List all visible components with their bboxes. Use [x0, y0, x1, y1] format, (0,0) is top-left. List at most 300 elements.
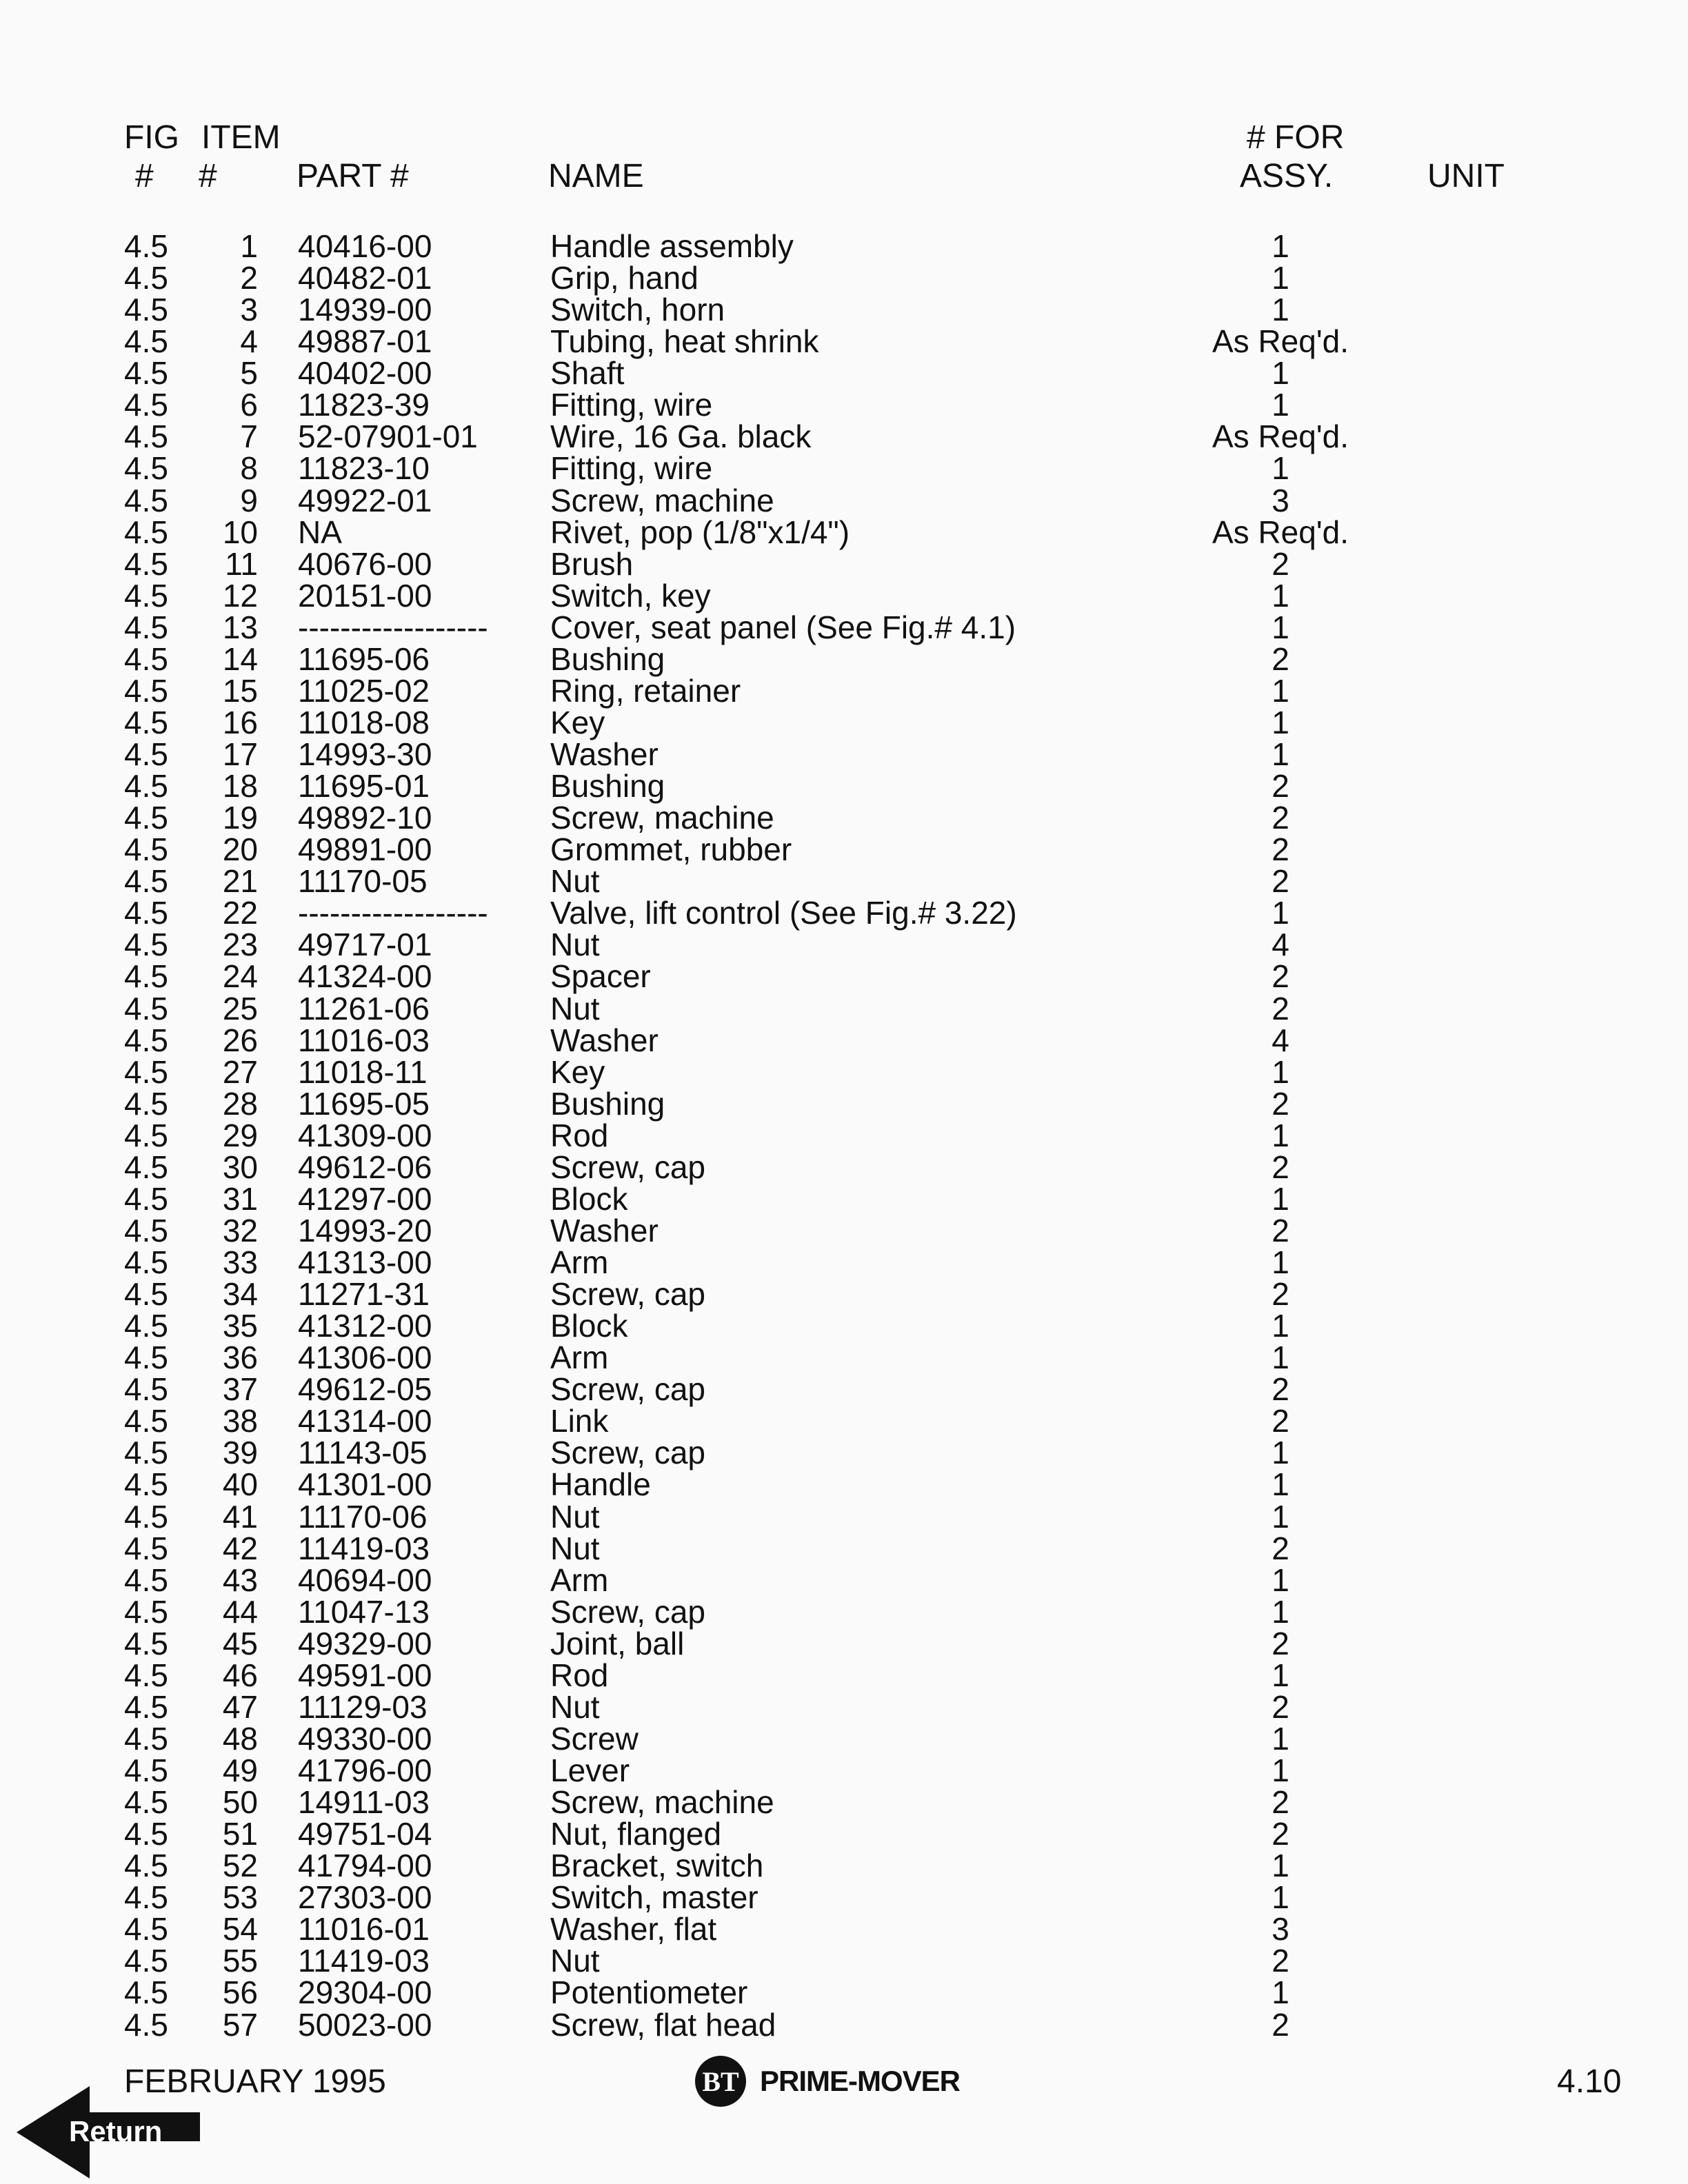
part-name: Key — [550, 1053, 605, 1090]
header-assy: ASSY. — [1240, 158, 1334, 194]
table-row — [0, 1593, 1688, 1630]
part-number: 11261-06 — [298, 990, 430, 1027]
part-number: 11170-06 — [298, 1498, 428, 1535]
fig-number: 4.5 — [124, 1085, 168, 1122]
part-name: Tubing, heat shrink — [550, 323, 819, 360]
part-name: Brush — [550, 545, 634, 582]
part-name: Key — [550, 704, 605, 740]
part-number: 49612-06 — [298, 1149, 432, 1185]
item-number: 22 — [222, 895, 258, 931]
item-number: 56 — [222, 1974, 258, 2011]
fig-number: 4.5 — [124, 1561, 168, 1598]
part-name: Ring, retainer — [550, 672, 741, 709]
part-number: 11016-03 — [298, 1022, 430, 1058]
item-number: 23 — [222, 927, 258, 963]
part-number: 40694-00 — [298, 1561, 432, 1598]
parts-table — [0, 230, 1688, 2041]
part-number: NA — [298, 514, 342, 550]
table-row — [0, 516, 1688, 548]
header-part-number: PART # — [297, 158, 409, 194]
fig-number: 4.5 — [124, 704, 168, 740]
quantity: 3 — [1272, 482, 1289, 518]
quantity: 1 — [1272, 450, 1289, 487]
part-number: 40416-00 — [298, 228, 432, 264]
item-number: 44 — [222, 1593, 258, 1630]
part-name: Nut — [550, 1688, 600, 1725]
quantity: 3 — [1272, 1911, 1289, 1948]
part-number: 41314-00 — [298, 1403, 432, 1439]
table-row — [0, 1024, 1688, 1056]
quantity: 2 — [1272, 1816, 1289, 1852]
table-row — [0, 1625, 1688, 1661]
part-name: Rod — [550, 1117, 609, 1153]
part-name: Bushing — [550, 768, 665, 805]
quantity: 2 — [1272, 800, 1289, 836]
table-row — [0, 2006, 1688, 2043]
header-item: ITEM — [201, 119, 281, 156]
quantity: 1 — [1272, 1117, 1289, 1153]
fig-number: 4.5 — [124, 1180, 168, 1217]
item-number: 27 — [222, 1053, 258, 1090]
part-name: Arm — [550, 1339, 609, 1376]
table-row — [0, 1784, 1688, 1821]
part-name: Nut — [550, 863, 600, 900]
part-name: Screw, machine — [550, 482, 774, 518]
fig-number: 4.5 — [124, 1149, 168, 1185]
quantity: 1 — [1272, 672, 1289, 709]
item-number: 37 — [222, 1371, 258, 1408]
table-row — [0, 672, 1688, 709]
quantity: 2 — [1272, 1276, 1289, 1313]
table-row — [0, 1530, 1688, 1566]
fig-number: 4.5 — [124, 450, 168, 487]
part-name: Cover, seat panel (See Fig.# 4.1) — [550, 609, 1016, 645]
part-number: 41306-00 — [298, 1339, 432, 1376]
fig-number: 4.5 — [124, 831, 168, 868]
part-number: 49892-10 — [298, 800, 432, 836]
part-name: Screw, cap — [550, 1149, 705, 1185]
fig-number: 4.5 — [124, 609, 168, 645]
part-number: 11047-13 — [298, 1593, 430, 1630]
item-number: 8 — [240, 450, 258, 487]
quantity: 1 — [1272, 1720, 1289, 1757]
quantity: 2 — [1272, 1403, 1289, 1439]
table-row — [0, 482, 1688, 518]
table-row — [0, 1659, 1688, 1691]
quantity: 1 — [1272, 260, 1289, 296]
item-number: 20 — [222, 831, 258, 868]
quantity: 1 — [1272, 355, 1289, 392]
item-number: 2 — [240, 260, 258, 296]
table-row — [0, 1405, 1688, 1437]
table-row — [0, 1212, 1688, 1248]
part-number: 20151-00 — [298, 577, 432, 614]
part-number: 14993-30 — [298, 736, 432, 772]
fig-number: 4.5 — [124, 1688, 168, 1725]
table-row — [0, 1053, 1688, 1090]
part-number: 40402-00 — [298, 355, 432, 392]
part-name: Bushing — [550, 640, 665, 677]
fig-number: 4.5 — [124, 1371, 168, 1408]
part-name: Grommet, rubber — [550, 831, 792, 868]
part-number: 40482-01 — [298, 260, 432, 296]
return-label: Return — [69, 2115, 163, 2147]
item-number: 17 — [222, 736, 258, 772]
fig-number: 4.5 — [124, 355, 168, 392]
part-number: 11016-01 — [298, 1911, 430, 1948]
part-name: Screw, cap — [550, 1276, 705, 1313]
item-number: 47 — [222, 1688, 258, 1725]
fig-number: 4.5 — [124, 863, 168, 900]
quantity: 2 — [1272, 1784, 1289, 1821]
quantity: 1 — [1272, 1752, 1289, 1788]
header-unit: UNIT — [1427, 158, 1505, 194]
header-fig-number: # — [135, 158, 154, 194]
fig-number: 4.5 — [124, 387, 168, 423]
table-row — [0, 738, 1688, 770]
fig-number: 4.5 — [124, 1339, 168, 1376]
part-name: Block — [550, 1180, 628, 1217]
quantity: 2 — [1272, 1371, 1289, 1408]
item-number: 25 — [222, 990, 258, 1027]
part-number: 49891-00 — [298, 831, 432, 868]
table-row — [0, 1246, 1688, 1278]
part-number: 41794-00 — [298, 1848, 432, 1884]
table-row — [0, 800, 1688, 836]
part-name: Nut — [550, 1498, 600, 1535]
fig-number: 4.5 — [124, 1784, 168, 1821]
part-number: 11823-10 — [298, 450, 430, 487]
table-row — [0, 418, 1688, 455]
table-row — [0, 863, 1688, 900]
table-row — [0, 831, 1688, 868]
item-number: 19 — [222, 800, 258, 836]
table-row — [0, 1688, 1688, 1725]
quantity: 1 — [1272, 387, 1289, 423]
fig-number: 4.5 — [124, 418, 168, 455]
table-row — [0, 1117, 1688, 1153]
part-name: Link — [550, 1403, 609, 1439]
item-number: 1 — [240, 228, 258, 264]
table-row — [0, 1151, 1688, 1183]
table-row — [0, 545, 1688, 582]
quantity: As Req'd. — [1212, 323, 1349, 360]
item-number: 16 — [222, 704, 258, 740]
part-number: 41301-00 — [298, 1466, 432, 1503]
part-name: Washer, flat — [550, 1911, 717, 1948]
item-number: 5 — [240, 355, 258, 392]
part-name: Screw, flat head — [550, 2006, 776, 2043]
quantity: 1 — [1272, 1053, 1289, 1090]
item-number: 30 — [222, 1149, 258, 1185]
header-for: # FOR — [1247, 119, 1345, 156]
table-row — [0, 1371, 1688, 1408]
fig-number: 4.5 — [124, 577, 168, 614]
fig-number: 4.5 — [124, 895, 168, 931]
item-number: 10 — [222, 514, 258, 550]
fig-number: 4.5 — [124, 1657, 168, 1693]
quantity: 1 — [1272, 228, 1289, 264]
part-number: 14939-00 — [298, 292, 432, 328]
page-number: 4.10 — [1557, 2063, 1622, 2100]
quantity: 1 — [1272, 292, 1289, 328]
header-name: NAME — [548, 158, 644, 194]
table-row — [0, 1818, 1688, 1850]
item-number: 15 — [222, 672, 258, 709]
item-number: 43 — [222, 1561, 258, 1598]
item-number: 45 — [222, 1625, 258, 1661]
quantity: 1 — [1272, 736, 1289, 772]
part-name: Nut — [550, 1530, 600, 1566]
fig-number: 4.5 — [124, 2006, 168, 2043]
item-number: 34 — [222, 1276, 258, 1313]
part-number: 49751-04 — [298, 1816, 432, 1852]
quantity: 1 — [1272, 1657, 1289, 1693]
footer-date: FEBRUARY 1995 — [124, 2063, 386, 2100]
item-number: 9 — [240, 482, 258, 518]
quantity: 1 — [1272, 1180, 1289, 1217]
item-number: 29 — [222, 1117, 258, 1153]
part-number: 14993-20 — [298, 1212, 432, 1248]
table-row — [0, 262, 1688, 294]
quantity: 1 — [1272, 609, 1289, 645]
part-number: 49922-01 — [298, 482, 432, 518]
part-number: 11823-39 — [298, 387, 430, 423]
header-fig: FIG — [124, 119, 179, 156]
item-number: 49 — [222, 1752, 258, 1788]
fig-number: 4.5 — [124, 1848, 168, 1884]
part-number: 11271-31 — [298, 1276, 430, 1313]
quantity: 1 — [1272, 1435, 1289, 1471]
item-number: 54 — [222, 1911, 258, 1948]
part-number: ------------------ — [298, 609, 488, 645]
table-row — [0, 990, 1688, 1027]
part-number: 49591-00 — [298, 1657, 432, 1693]
part-number: 14911-03 — [298, 1784, 430, 1821]
quantity: 2 — [1272, 1625, 1289, 1661]
table-row — [0, 897, 1688, 929]
item-number: 52 — [222, 1848, 258, 1884]
fig-number: 4.5 — [124, 1498, 168, 1535]
fig-number: 4.5 — [124, 514, 168, 550]
fig-number: 4.5 — [124, 1435, 168, 1471]
fig-number: 4.5 — [124, 1212, 168, 1248]
part-name: Washer — [550, 736, 659, 772]
item-number: 36 — [222, 1339, 258, 1376]
part-name: Nut — [550, 1943, 600, 1979]
fig-number: 4.5 — [124, 1244, 168, 1280]
part-name: Rod — [550, 1657, 609, 1693]
part-name: Switch, master — [550, 1879, 758, 1916]
item-number: 26 — [222, 1022, 258, 1058]
item-number: 24 — [222, 958, 258, 995]
fig-number: 4.5 — [124, 768, 168, 805]
table-row — [0, 1848, 1688, 1884]
fig-number: 4.5 — [124, 736, 168, 772]
part-name: Nut — [550, 990, 600, 1027]
part-number: 49330-00 — [298, 1720, 432, 1757]
part-number: 11129-03 — [298, 1688, 428, 1725]
item-number: 41 — [222, 1498, 258, 1535]
part-number: 50023-00 — [298, 2006, 432, 2043]
table-row — [0, 1879, 1688, 1916]
part-name: Screw, cap — [550, 1371, 705, 1408]
part-name: Screw, machine — [550, 800, 774, 836]
part-name: Arm — [550, 1561, 609, 1598]
part-number: 11170-05 — [298, 863, 428, 900]
prime-mover-logo — [695, 2056, 960, 2107]
part-number: 11419-03 — [298, 1943, 430, 1979]
quantity: 2 — [1272, 768, 1289, 805]
logo-text: PRIME-MOVER — [760, 2065, 961, 2097]
item-number: 35 — [222, 1308, 258, 1344]
quantity: 1 — [1272, 1498, 1289, 1535]
table-row — [0, 611, 1688, 643]
table-row — [0, 1911, 1688, 1948]
fig-number: 4.5 — [124, 1879, 168, 1916]
table-row — [0, 927, 1688, 963]
quantity: 1 — [1272, 1308, 1289, 1344]
table-row — [0, 1752, 1688, 1788]
table-row — [0, 577, 1688, 614]
table-row — [0, 640, 1688, 677]
bt-logo-icon: BT — [695, 2056, 746, 2107]
part-number: 41297-00 — [298, 1180, 432, 1217]
item-number: 14 — [222, 640, 258, 677]
fig-number: 4.5 — [124, 1022, 168, 1058]
fig-number: 4.5 — [124, 640, 168, 677]
quantity: 2 — [1272, 863, 1289, 900]
table-row — [0, 1943, 1688, 1979]
quantity: 2 — [1272, 545, 1289, 582]
part-number: ------------------ — [298, 895, 488, 931]
part-number: 11018-08 — [298, 704, 430, 740]
item-number: 13 — [222, 609, 258, 645]
quantity: 2 — [1272, 958, 1289, 995]
part-number: 40676-00 — [298, 545, 432, 582]
table-row — [0, 1466, 1688, 1503]
part-name: Lever — [550, 1752, 630, 1788]
part-number: 49717-01 — [298, 927, 432, 963]
table-row — [0, 1310, 1688, 1342]
part-number: 11695-05 — [298, 1085, 430, 1122]
table-row — [0, 355, 1688, 392]
quantity: 2 — [1272, 1212, 1289, 1248]
fig-number: 4.5 — [124, 1593, 168, 1630]
quantity: 4 — [1272, 1022, 1289, 1058]
part-name: Block — [550, 1308, 628, 1344]
item-number: 31 — [222, 1180, 258, 1217]
table-row — [0, 1720, 1688, 1757]
item-number: 38 — [222, 1403, 258, 1439]
part-name: Joint, ball — [550, 1625, 685, 1661]
fig-number: 4.5 — [124, 990, 168, 1027]
item-number: 48 — [222, 1720, 258, 1757]
fig-number: 4.5 — [124, 927, 168, 963]
part-number: 11695-01 — [298, 768, 430, 805]
quantity: 1 — [1272, 1561, 1289, 1598]
part-number: 41324-00 — [298, 958, 432, 995]
quantity: 1 — [1272, 1593, 1289, 1630]
fig-number: 4.5 — [124, 1625, 168, 1661]
item-number: 18 — [222, 768, 258, 805]
part-name: Handle assembly — [550, 228, 794, 264]
fig-number: 4.5 — [124, 260, 168, 296]
part-name: Screw — [550, 1720, 639, 1757]
quantity: 1 — [1272, 577, 1289, 614]
quantity: 1 — [1272, 1848, 1289, 1884]
fig-number: 4.5 — [124, 958, 168, 995]
part-number: 11025-02 — [298, 672, 430, 709]
quantity: 4 — [1272, 927, 1289, 963]
part-name: Screw, cap — [550, 1435, 705, 1471]
item-number: 4 — [240, 323, 258, 360]
quantity: 2 — [1272, 1085, 1289, 1122]
part-name: Grip, hand — [550, 260, 699, 296]
fig-number: 4.5 — [124, 228, 168, 264]
quantity: 1 — [1272, 1974, 1289, 2011]
part-name: Nut — [550, 927, 600, 963]
table-row — [0, 1435, 1688, 1471]
quantity: 1 — [1272, 895, 1289, 931]
item-number: 50 — [222, 1784, 258, 1821]
part-name: Valve, lift control (See Fig.# 3.22) — [550, 895, 1017, 931]
part-name: Arm — [550, 1244, 609, 1280]
quantity: 2 — [1272, 1530, 1289, 1566]
item-number: 28 — [222, 1085, 258, 1122]
table-row — [0, 230, 1688, 262]
fig-number: 4.5 — [124, 800, 168, 836]
fig-number: 4.5 — [124, 1530, 168, 1566]
return-button[interactable] — [17, 2086, 203, 2178]
item-number: 3 — [240, 292, 258, 328]
item-number: 33 — [222, 1244, 258, 1280]
quantity: 2 — [1272, 640, 1289, 677]
part-name: Rivet, pop (1/8"x1/4") — [550, 514, 850, 550]
quantity: As Req'd. — [1212, 418, 1349, 455]
part-number: 29304-00 — [298, 1974, 432, 2011]
quantity: 1 — [1272, 1879, 1289, 1916]
quantity: 1 — [1272, 1339, 1289, 1376]
quantity: 2 — [1272, 1688, 1289, 1725]
item-number: 57 — [222, 2006, 258, 2043]
part-name: Spacer — [550, 958, 651, 995]
fig-number: 4.5 — [124, 672, 168, 709]
table-row — [0, 958, 1688, 995]
table-row — [0, 1276, 1688, 1313]
part-number: 52-07901-01 — [298, 418, 478, 455]
part-number: 11695-06 — [298, 640, 430, 677]
item-number: 32 — [222, 1212, 258, 1248]
part-name: Screw, cap — [550, 1593, 705, 1630]
part-number: 49329-00 — [298, 1625, 432, 1661]
fig-number: 4.5 — [124, 1276, 168, 1313]
table-row — [0, 1180, 1688, 1217]
part-name: Handle — [550, 1466, 651, 1503]
fig-number: 4.5 — [124, 1053, 168, 1090]
part-name: Bracket, switch — [550, 1848, 764, 1884]
part-name: Switch, horn — [550, 292, 725, 328]
part-number: 49887-01 — [298, 323, 432, 360]
item-number: 39 — [222, 1435, 258, 1471]
table-row — [0, 704, 1688, 740]
table-row — [0, 1498, 1688, 1535]
part-name: Fitting, wire — [550, 450, 713, 487]
part-number: 11419-03 — [298, 1530, 430, 1566]
part-number: 41309-00 — [298, 1117, 432, 1153]
item-number: 21 — [222, 863, 258, 900]
quantity: 2 — [1272, 1943, 1289, 1979]
